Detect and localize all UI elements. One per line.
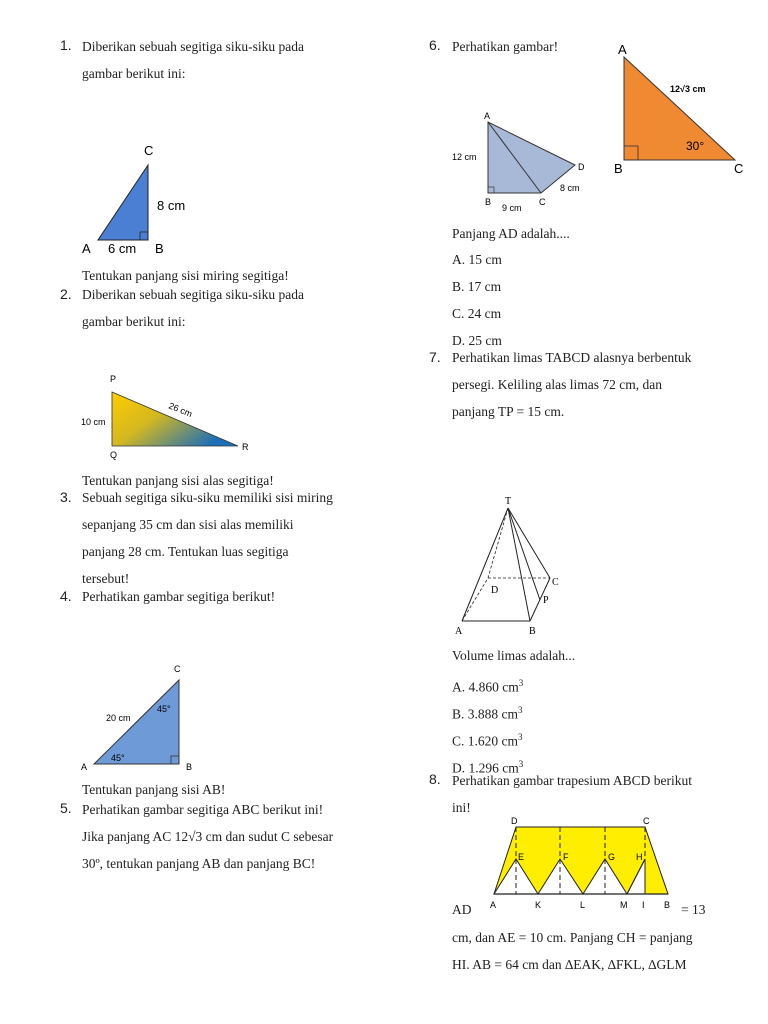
- point-label: M: [620, 900, 628, 910]
- vertex-label: T: [505, 496, 512, 507]
- vertex-label: B: [155, 241, 164, 256]
- right-triangle-figure: [610, 40, 745, 175]
- angle-label: 45°: [111, 753, 125, 763]
- point-label: I: [642, 900, 645, 910]
- vertex-label: B: [614, 161, 623, 175]
- side-label: 12 cm: [452, 152, 477, 162]
- vertex-label: C: [734, 161, 744, 175]
- vertex-label: B: [529, 626, 536, 637]
- vertex-label: D: [511, 816, 518, 826]
- vertex-label: C: [539, 197, 546, 207]
- vertex-label: B: [186, 762, 193, 772]
- vertex-label: D: [578, 162, 585, 172]
- question-text: Diberikan sebuah segitiga siku-siku pada: [82, 39, 304, 54]
- question-text: Panjang AD adalah....: [452, 226, 570, 241]
- pyramid-figure: [448, 490, 578, 640]
- side-label: 12√3 cm: [670, 84, 706, 94]
- question-text: panjang TP = 15 cm.: [452, 404, 565, 419]
- vertex-label: Q: [110, 450, 118, 460]
- vertex-label: C: [643, 816, 650, 826]
- side-label: 8 cm: [157, 198, 186, 213]
- vertex-label: A: [618, 42, 627, 57]
- vertex-label: A: [484, 111, 491, 121]
- question-text: = 13: [681, 902, 706, 917]
- answer-option-b[interactable]: B. 3.888 $cm^3$: [452, 705, 523, 722]
- vertex-label: A: [82, 241, 91, 256]
- vertex-label: C: [174, 664, 181, 674]
- vertex-label: D: [491, 585, 499, 596]
- question-instruction: Tentukan panjang sisi alas segitiga!: [82, 473, 274, 488]
- question-text: AD: [452, 902, 472, 917]
- trapezoid-figure: [480, 812, 680, 912]
- vertex-label: B: [485, 197, 492, 207]
- side-label: 20 cm: [106, 713, 131, 723]
- question-text: 30º, tentukan panjang AB dan panjang BC!: [82, 856, 316, 871]
- point-label: P: [543, 595, 549, 606]
- question-number: 3.: [60, 489, 72, 505]
- vertex-label: A: [81, 762, 88, 772]
- point-label: G: [608, 852, 616, 862]
- answer-option-d[interactable]: D. 1.296 $cm^3$: [452, 759, 524, 776]
- question-number: 2.: [60, 286, 72, 302]
- question-text: Perhatikan gambar!: [452, 39, 559, 54]
- question-number: 4.: [60, 588, 72, 604]
- question-text: Perhatikan limas TABCD alasnya berbentuk: [452, 350, 692, 365]
- question-text: gambar berikut ini:: [82, 66, 186, 81]
- question-text: Volume limas adalah...: [452, 648, 576, 663]
- right-triangle-figure: [78, 660, 208, 775]
- angle-label: 30°: [686, 139, 705, 153]
- side-label: 26 cm: [167, 400, 194, 420]
- question-text: Sebuah segitiga siku-siku memiliki sisi miring: [82, 490, 333, 505]
- vertex-label: C: [144, 143, 154, 158]
- question-text: Jika panjang AC 12√3 cm dan sudut C sebesar: [82, 829, 334, 844]
- question-instruction: Tentukan panjang sisi miring segitiga!: [82, 268, 289, 283]
- side-label: 8 cm: [560, 183, 580, 193]
- quadrilateral-figure: [448, 108, 598, 216]
- question-number: 5.: [60, 800, 72, 816]
- question-number: 6.: [429, 37, 441, 53]
- question-text: Perhatikan gambar trapesium ABCD berikut: [452, 773, 692, 788]
- question-text: tersebut!: [82, 571, 130, 586]
- answer-option-c[interactable]: C. 24 cm: [452, 306, 502, 321]
- question-text: panjang 28 cm. Tentukan luas segitiga: [82, 544, 289, 559]
- question-text: HI. AB = 64 cm dan ∆EAK, ∆FKL, ∆GLM: [452, 957, 687, 972]
- point-label: A: [490, 900, 497, 910]
- answer-option-c[interactable]: C. 1.620 $cm^3$: [452, 732, 523, 749]
- point-label: H: [636, 852, 643, 862]
- point-label: B: [664, 900, 671, 910]
- question-text: sepanjang 35 cm dan sisi alas memiliki: [82, 517, 294, 532]
- question-text: cm, dan AE = 10 cm. Panjang CH = panjang: [452, 930, 693, 945]
- answer-option-d[interactable]: D. 25 cm: [452, 333, 502, 348]
- question-text: Diberikan sebuah segitiga siku-siku pada: [82, 287, 304, 302]
- side-label: 6 cm: [108, 241, 137, 256]
- question-text: gambar berikut ini:: [82, 314, 186, 329]
- point-label: L: [580, 900, 586, 910]
- answer-option-b[interactable]: B. 17 cm: [452, 279, 502, 294]
- side-label: 9 cm: [502, 203, 522, 213]
- vertex-label: R: [242, 442, 249, 452]
- question-text: Perhatikan gambar segitiga berikut!: [82, 589, 276, 604]
- vertex-label: C: [552, 577, 559, 588]
- answer-option-a[interactable]: A. 15 cm: [452, 252, 502, 267]
- point-label: F: [563, 852, 569, 862]
- vertex-label: A: [455, 626, 463, 637]
- answer-option-a[interactable]: A. 4.860 $cm^3$: [452, 678, 524, 695]
- point-label: K: [535, 900, 542, 910]
- right-triangle-figure: [78, 370, 258, 460]
- vertex-label: P: [110, 374, 117, 384]
- question-instruction: Tentukan panjang sisi AB!: [82, 782, 226, 797]
- question-text: ini!: [452, 800, 471, 815]
- question-text: persegi. Keliling alas limas 72 cm, dan: [452, 377, 662, 392]
- angle-label: 45°: [157, 704, 171, 714]
- question-number: 7.: [429, 349, 441, 365]
- question-number: 8.: [429, 771, 441, 787]
- point-label: E: [518, 852, 525, 862]
- side-label: 10 cm: [81, 417, 106, 427]
- question-number: 1.: [60, 37, 72, 53]
- right-triangle-figure: [78, 140, 198, 260]
- question-text: Perhatikan gambar segitiga ABC berikut ini!: [82, 802, 324, 817]
